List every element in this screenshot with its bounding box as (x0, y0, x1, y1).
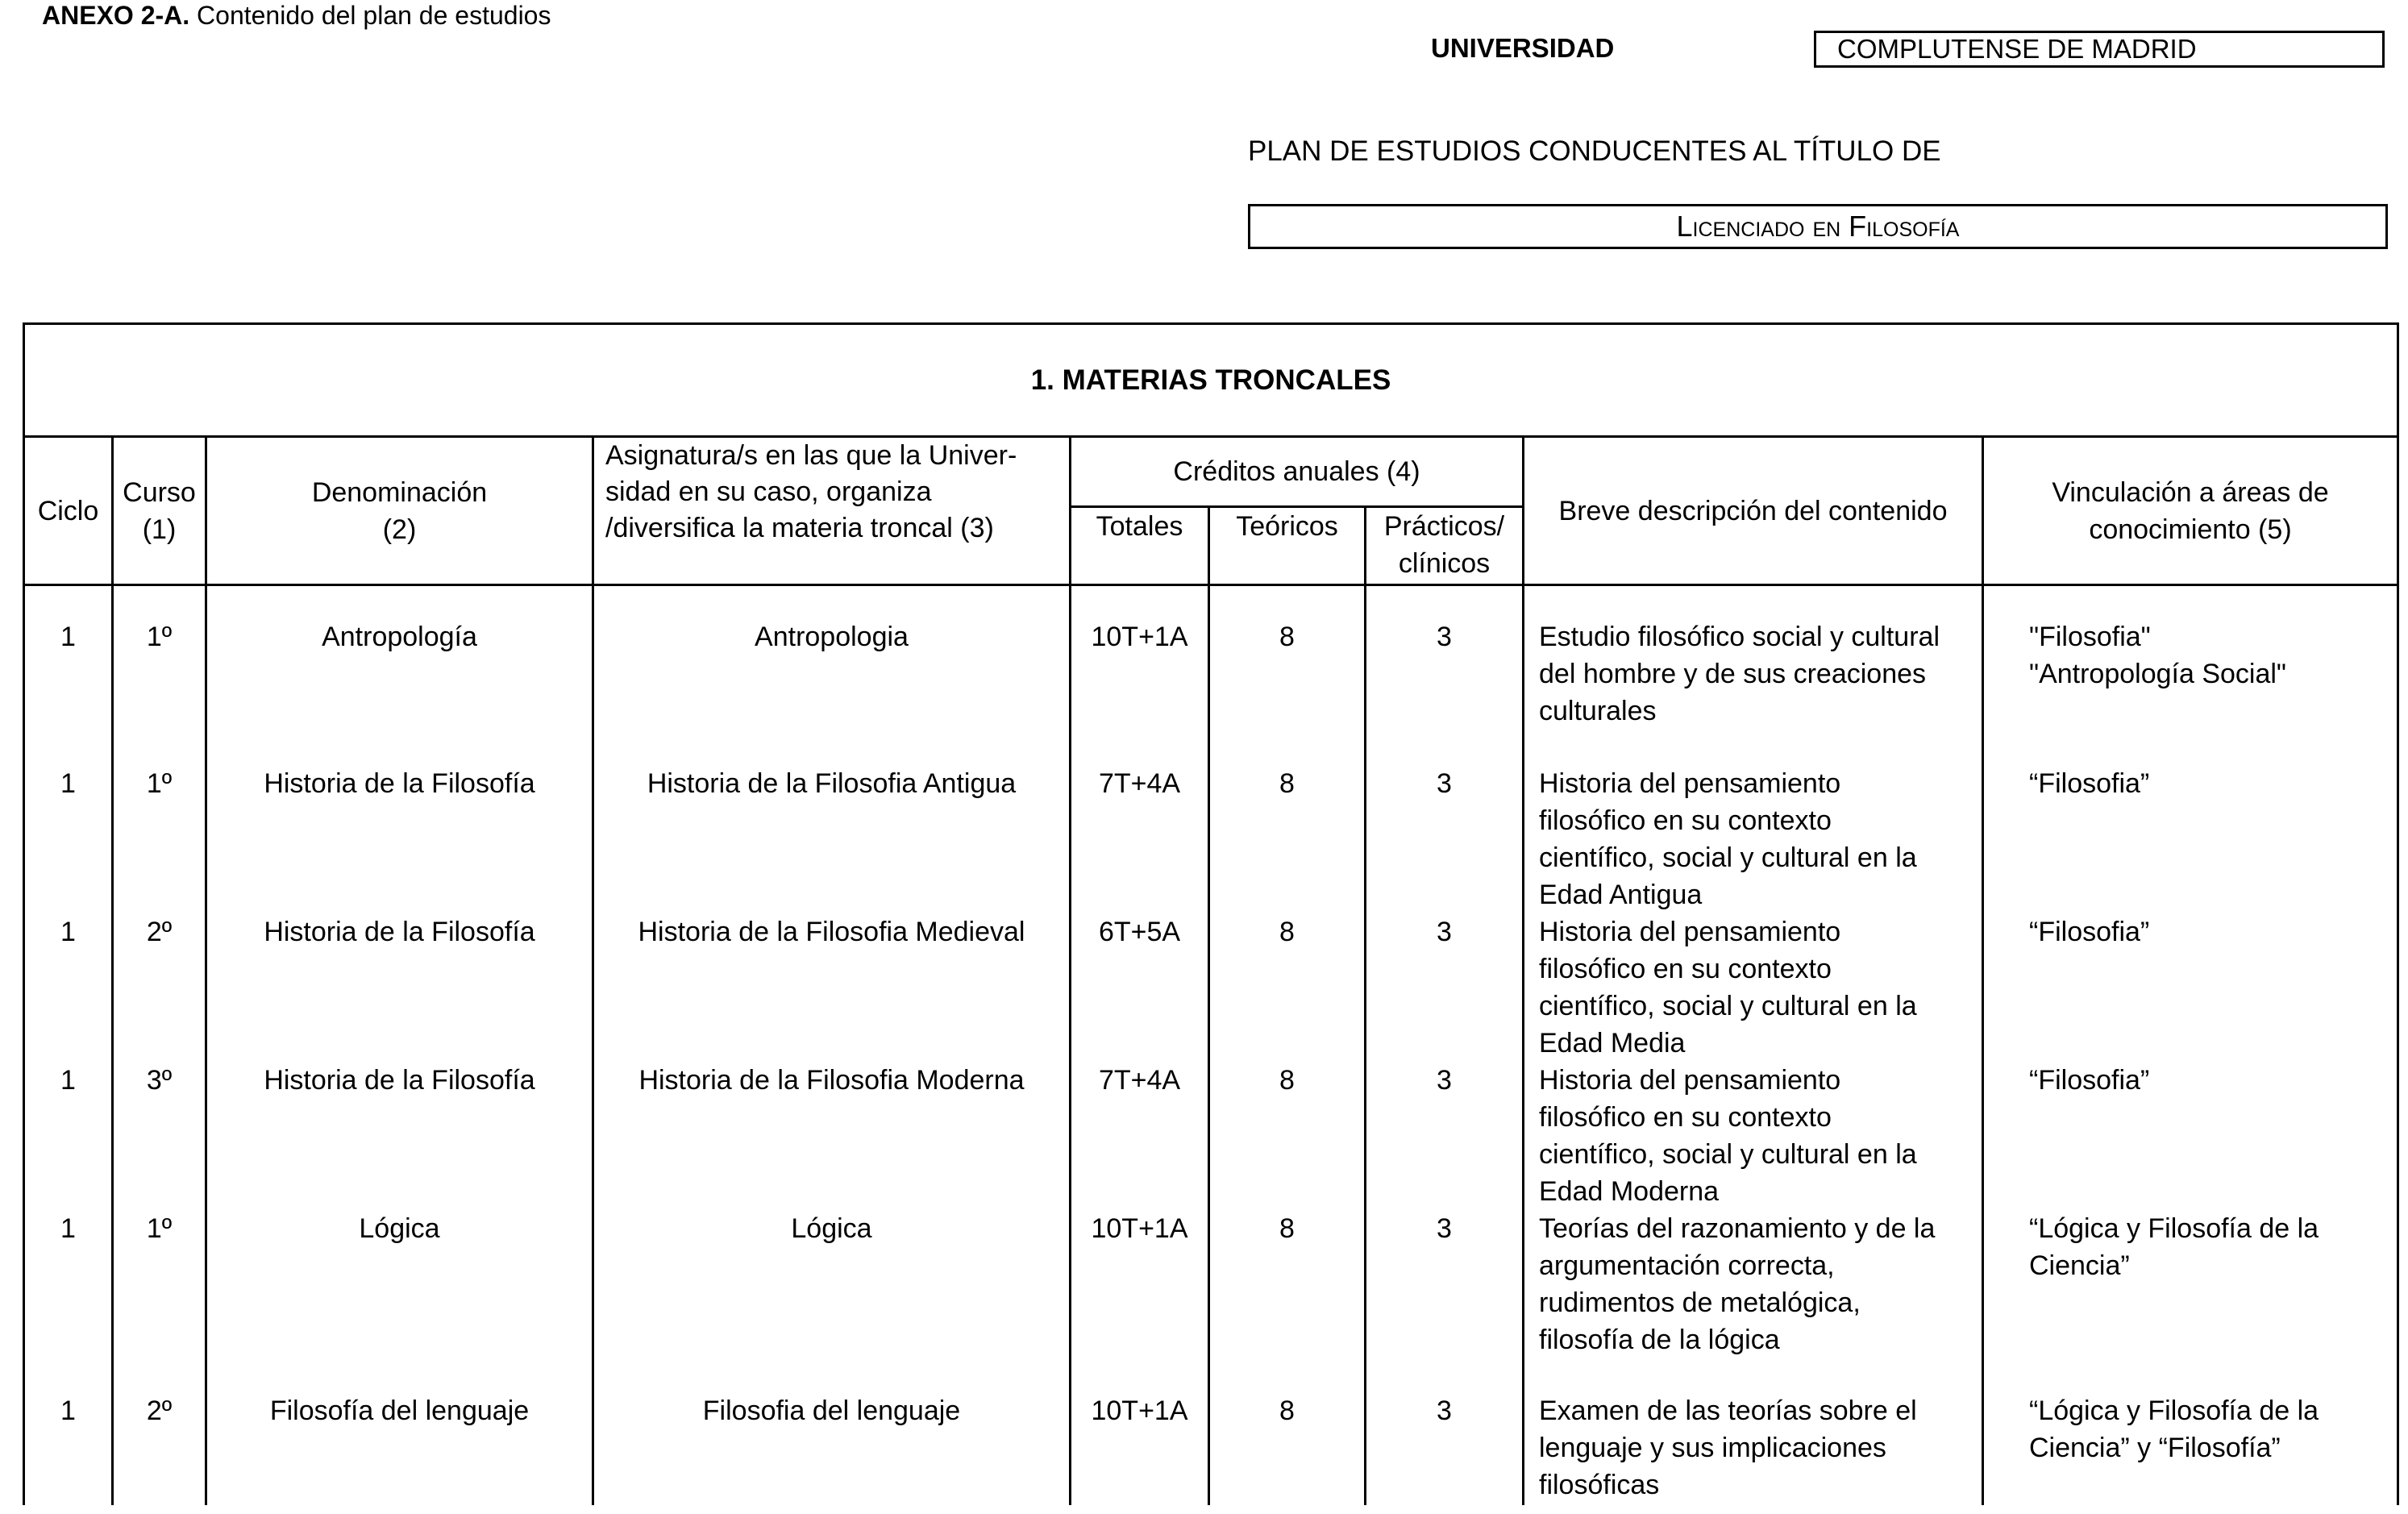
header-asignaturas: Asignatura/s en las que la Univer- sidad en su caso, organiza /diversifica la materia troncal (3) (593, 437, 1071, 585)
cell-vinculacion: “Lógica y Filosofía de la Ciencia” (1983, 1210, 2398, 1392)
cell-asignatura: Filosofia del lenguaje (593, 1392, 1071, 1505)
cell-teoricos: 8 (1209, 585, 1366, 766)
cell-vinculacion: “Filosofia” (1983, 1062, 2398, 1210)
header-ciclo: Ciclo (24, 437, 113, 585)
cell-practicos: 3 (1366, 1210, 1524, 1392)
cell-asignatura: Antropologia (593, 585, 1071, 766)
annex-label: ANEXO 2-A. (42, 1, 190, 30)
cell-ciclo: 1 (24, 765, 113, 913)
cell-descripcion: Historia del pensamiento filosófico en su contexto científico, social y cultural en la Edad Moderna (1524, 1062, 1983, 1210)
cell-curso: 1º (113, 1210, 206, 1392)
table-row (24, 1062, 2398, 1210)
cell-descripcion: Estudio filosófico social y cultural del hombre y de sus creaciones culturales (1524, 585, 1983, 766)
cell-teoricos: 8 (1209, 1392, 1366, 1505)
plan-label: PLAN DE ESTUDIOS CONDUCENTES AL TÍTULO DE (1248, 135, 1941, 167)
cell-curso: 2º (113, 913, 206, 1062)
cell-totales: 10T+1A (1071, 1210, 1209, 1392)
cell-teoricos: 8 (1209, 913, 1366, 1062)
cell-denominacion: Historia de la Filosofía (206, 913, 593, 1062)
cell-practicos: 3 (1366, 765, 1524, 913)
header-creditos: Créditos anuales (4) (1071, 437, 1524, 507)
cell-teoricos: 8 (1209, 1210, 1366, 1392)
cell-totales: 10T+1A (1071, 1392, 1209, 1505)
cell-vinculacion: “Filosofia” (1983, 765, 2398, 913)
annex-title: Contenido del plan de estudios (189, 1, 551, 30)
header-descripcion: Breve descripción del contenido (1524, 437, 1983, 585)
cell-descripcion: Teorías del razonamiento y de la argumentación correcta, rudimentos de metalógica, filosofía de la lógica (1524, 1210, 1983, 1392)
degree-title-box: Licenciado en Filosofía (1248, 204, 2388, 249)
cell-vinculacion: “Lógica y Filosofía de la Ciencia” y “Filosofía” (1983, 1392, 2398, 1505)
cell-descripcion: Historia del pensamiento filosófico en su contexto científico, social y cultural en la Edad Media (1524, 913, 1983, 1062)
table-row (24, 913, 2398, 1062)
cell-practicos: 3 (1366, 585, 1524, 766)
cell-curso: 3º (113, 1062, 206, 1210)
cell-ciclo: 1 (24, 1210, 113, 1392)
header-curso: Curso (1) (113, 437, 206, 585)
table-row (24, 1210, 2398, 1392)
table-row (24, 585, 2398, 766)
cell-teoricos: 8 (1209, 1062, 1366, 1210)
cell-asignatura: Lógica (593, 1210, 1071, 1392)
table-caption: 1. MATERIAS TRONCALES (24, 324, 2398, 437)
cell-teoricos: 8 (1209, 765, 1366, 913)
university-label: UNIVERSIDAD (1431, 33, 1615, 63)
cell-asignatura: Historia de la Filosofia Antigua (593, 765, 1071, 913)
cell-practicos: 3 (1366, 913, 1524, 1062)
cell-ciclo: 1 (24, 913, 113, 1062)
cell-asignatura: Historia de la Filosofia Moderna (593, 1062, 1071, 1210)
cell-vinculacion: “Filosofia” (1983, 913, 2398, 1062)
cell-descripcion: Historia del pensamiento filosófico en su contexto científico, social y cultural en la Edad Antigua (1524, 765, 1983, 913)
cell-denominacion: Lógica (206, 1210, 593, 1392)
cell-practicos: 3 (1366, 1392, 1524, 1505)
cell-descripcion: Examen de las teorías sobre el lenguaje y sus implicaciones filosóficas (1524, 1392, 1983, 1505)
cell-curso: 1º (113, 585, 206, 766)
cell-vinculacion: "Filosofia" "Antropología Social" (1983, 585, 2398, 766)
cell-curso: 1º (113, 765, 206, 913)
cell-asignatura: Historia de la Filosofia Medieval (593, 913, 1071, 1062)
cell-ciclo: 1 (24, 1392, 113, 1505)
header-vinculacion: Vinculación a áreas de conocimiento (5) (1983, 437, 2398, 585)
header-teoricos: Teóricos (1209, 507, 1366, 585)
subjects-table (23, 322, 2399, 1505)
cell-totales: 10T+1A (1071, 585, 1209, 766)
cell-ciclo: 1 (24, 585, 113, 766)
cell-denominacion: Historia de la Filosofía (206, 1062, 593, 1210)
cell-denominacion: Antropología (206, 585, 593, 766)
header-denominacion: Denominación (2) (206, 437, 593, 585)
university-name-box: COMPLUTENSE DE MADRID (1814, 31, 2385, 68)
cell-totales: 7T+4A (1071, 1062, 1209, 1210)
cell-denominacion: Historia de la Filosofía (206, 765, 593, 913)
table-row (24, 1392, 2398, 1505)
annex-heading (42, 0, 551, 31)
cell-practicos: 3 (1366, 1062, 1524, 1210)
cell-totales: 7T+4A (1071, 765, 1209, 913)
cell-curso: 2º (113, 1392, 206, 1505)
table-row (24, 765, 2398, 913)
header-totales: Totales (1071, 507, 1209, 585)
cell-denominacion: Filosofía del lenguaje (206, 1392, 593, 1505)
header-practicos: Prácticos/ clínicos (1366, 507, 1524, 585)
cell-ciclo: 1 (24, 1062, 113, 1210)
cell-totales: 6T+5A (1071, 913, 1209, 1062)
